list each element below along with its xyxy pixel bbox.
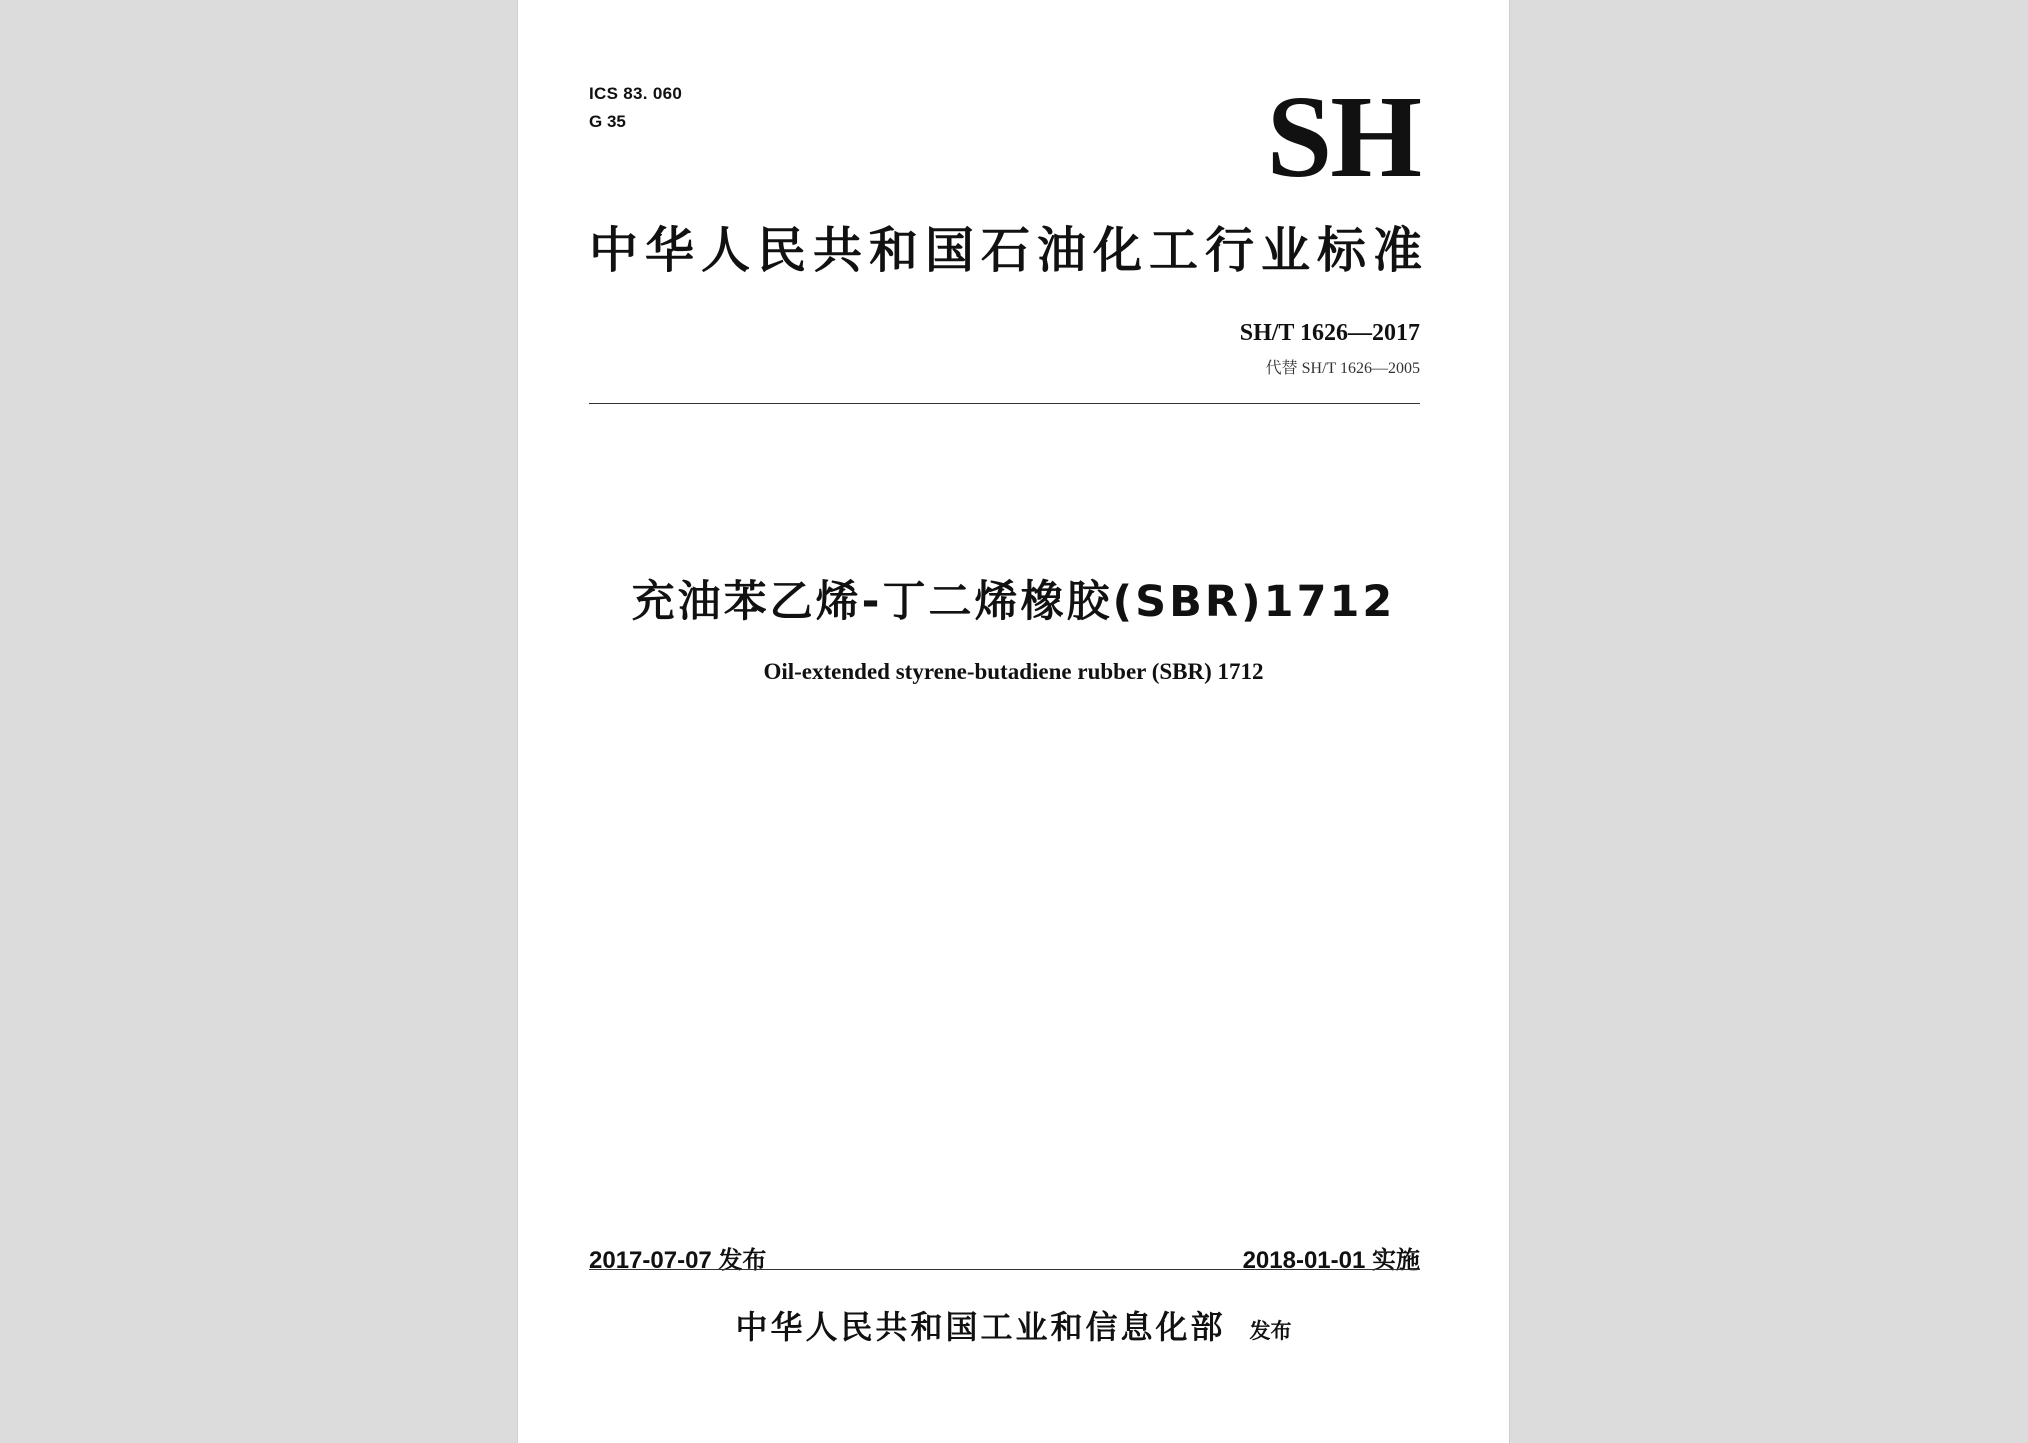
sh-logo: SH bbox=[1266, 71, 1420, 202]
document-page bbox=[517, 0, 1510, 1443]
implementation-date: 2018-01-01 实施 bbox=[1242, 1247, 1420, 1274]
replaces-standard: 代替 SH/T 1626—2005 bbox=[1265, 360, 1420, 377]
classification-code: G 35 bbox=[589, 112, 626, 131]
issue-date: 2017-07-07 发布 bbox=[589, 1247, 767, 1274]
publisher-name: 中华人民共和国工业和信息化部 bbox=[735, 1308, 1226, 1346]
document-title-english: Oil-extended styrene-butadiene rubber (SBR) 1712 bbox=[763, 659, 1264, 684]
publisher-line bbox=[517, 1302, 1510, 1348]
document-title-chinese: 充油苯乙烯-丁二烯橡胶(SBR)1712 bbox=[631, 577, 1396, 627]
standard-category-title: 中华人民共和国石油化工行业标准 bbox=[589, 222, 1430, 279]
ics-code: ICS 83. 060 bbox=[589, 84, 683, 103]
standard-number: SH/T 1626—2017 bbox=[1239, 320, 1420, 346]
header-divider bbox=[589, 403, 1420, 404]
footer-divider bbox=[589, 1269, 1420, 1270]
publisher-action: 发布 bbox=[1249, 1319, 1292, 1343]
